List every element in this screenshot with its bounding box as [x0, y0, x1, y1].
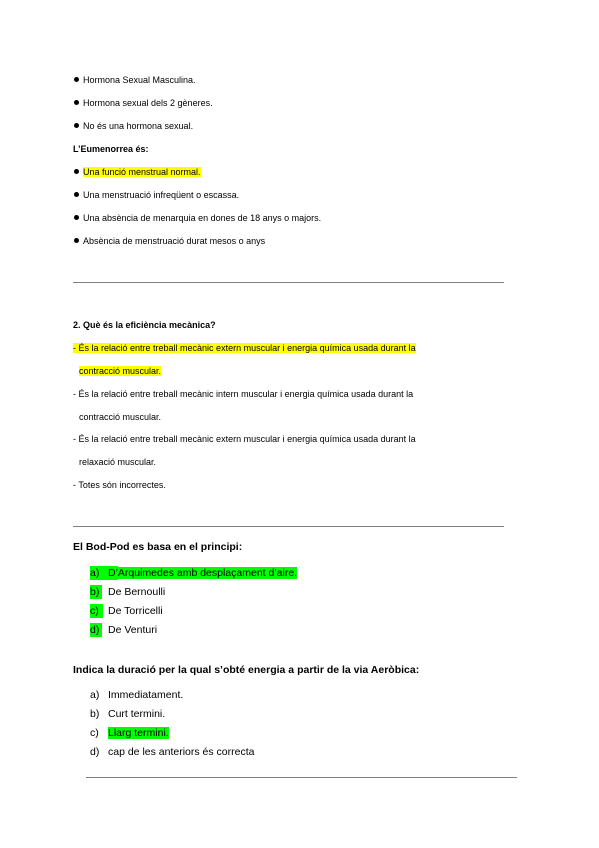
section-divider	[73, 526, 504, 527]
option-text: contracció muscular.	[79, 412, 162, 422]
correct-answer-highlight: contracció muscular.	[79, 366, 162, 376]
option-label: b)	[90, 708, 100, 720]
bullet-icon	[74, 123, 79, 128]
option-text: Curt termini.	[108, 708, 166, 720]
option-text	[73, 342, 416, 354]
option-text: relaxació muscular.	[79, 457, 157, 467]
option-text: - És la relació entre treball mecànic extern muscular i energia química usada durant la	[73, 434, 416, 444]
option-text: De Torricelli	[108, 605, 163, 617]
bullet-icon	[74, 238, 79, 243]
option-text: - És la relació entre treball mecànic intern muscular i energia química usada durant la	[73, 389, 414, 399]
option-text: Una absència de menarquia en dones de 18 anys o majors.	[83, 213, 322, 223]
bullet-icon	[74, 215, 79, 220]
question-heading: El Bod-Pod es basa en el principi:	[73, 541, 243, 553]
section-divider	[86, 777, 517, 778]
option-text	[79, 365, 161, 377]
correct-answer-highlight: - És la relació entre treball mecànic extern muscular i energia química usada durant la	[73, 343, 416, 353]
option-text: Hormona sexual dels 2 gèneres.	[83, 98, 213, 108]
bullet-icon	[74, 192, 79, 197]
option-label: c)	[90, 727, 99, 739]
option-text: Absència de menstruació durat mesos o anys	[83, 236, 266, 246]
correct-answer-highlight: D’Arquimedes amb desplaçament d’aire.	[108, 567, 298, 579]
option-text	[108, 566, 297, 580]
correct-answer-highlight: Una funció menstrual normal.	[83, 167, 201, 177]
option-text: Una menstruació infreqüent o escassa.	[83, 190, 240, 200]
option-label: a)	[90, 689, 100, 701]
option-text: cap de les anteriors és correcta	[108, 746, 255, 758]
option-text: De Bernoulli	[108, 586, 166, 598]
option-text	[83, 166, 201, 178]
bullet-icon	[74, 77, 79, 82]
option-text	[108, 726, 169, 740]
option-text: Immediatament.	[108, 689, 184, 701]
option-text: - Totes són incorrectes.	[73, 480, 166, 490]
bullet-icon	[74, 100, 79, 105]
option-text: Hormona Sexual Masculina.	[83, 75, 196, 85]
option-text: De Venturi	[108, 624, 158, 636]
question-heading: Indica la duració per la qual s’obté energia a partir de la via Aeròbica:	[73, 664, 420, 676]
bullet-icon	[74, 169, 79, 174]
option-text: No és una hormona sexual.	[83, 121, 194, 131]
option-label: c)	[90, 604, 103, 618]
option-label: d)	[90, 623, 102, 637]
option-label: d)	[90, 746, 100, 758]
question-heading: L’Eumenorrea és:	[73, 144, 149, 154]
option-label: a)	[90, 566, 118, 580]
option-label: b)	[90, 585, 102, 599]
correct-answer-highlight: Llarg termini.	[108, 727, 169, 739]
section-divider	[73, 282, 504, 283]
question-heading: 2. Què és la eficiència mecànica?	[73, 320, 216, 330]
